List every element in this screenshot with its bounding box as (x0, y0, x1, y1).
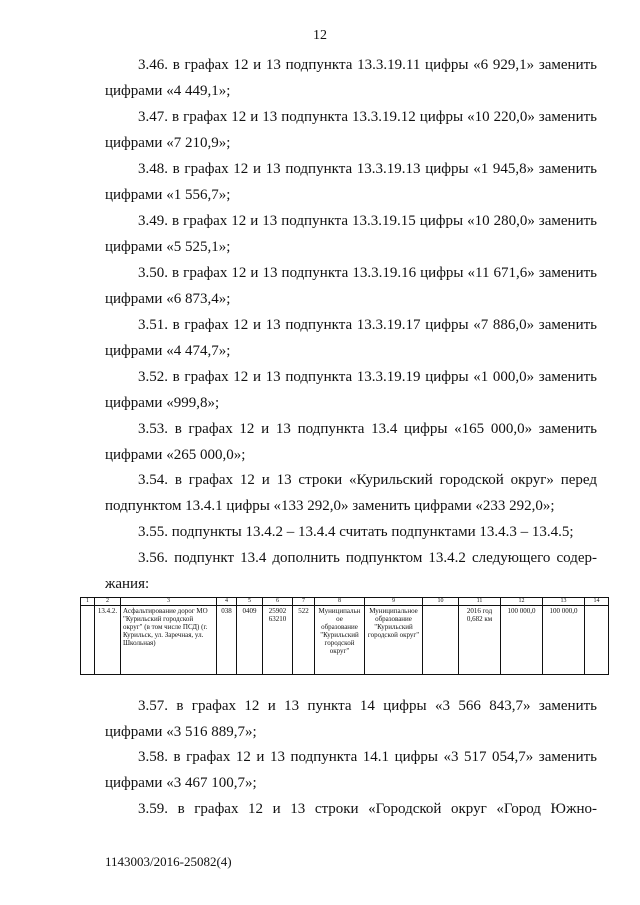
paragraph-line: цифрами «3 516 889,7»; (105, 724, 257, 740)
paragraph-line: 3.53. в графах 12 и 13 подпункта 13.4 цифры «165 000,0» заменить (138, 421, 597, 437)
paragraph-line: подпунктом 13.4.1 цифры «133 292,0» заменить цифрами «233 292,0»; (105, 498, 555, 514)
paragraph-3-53 (105, 416, 597, 468)
table-cell: 522 (293, 606, 315, 675)
table-cell (81, 606, 95, 675)
table-cell: Муниципальное образование "Курильский городской округ" (365, 606, 423, 675)
paragraph-3-49 (105, 208, 597, 260)
paragraph-line: 3.48. в графах 12 и 13 подпункта 13.3.19.13 цифры «1 945,8» заменить (138, 161, 597, 177)
column-header: 8 (315, 598, 365, 606)
paragraph-3-58 (105, 744, 597, 796)
column-header: 13 (543, 598, 585, 606)
paragraph-line: 3.59. в графах 12 и 13 строки «Городской округ «Город Южно- (138, 801, 597, 817)
paragraph-3-55 (105, 519, 597, 545)
table-cell (423, 606, 459, 675)
paragraph-line: 3.51. в графах 12 и 13 подпункта 13.3.19.17 цифры «7 886,0» заменить (138, 317, 597, 333)
paragraph-3-56 (105, 545, 597, 597)
column-header: 11 (459, 598, 501, 606)
column-header: 10 (423, 598, 459, 606)
paragraph-3-47 (105, 104, 597, 156)
paragraph-line: 3.55. подпункты 13.4.2 – 13.4.4 считать подпунктами 13.4.3 – 13.4.5; (138, 524, 574, 540)
column-header: 6 (263, 598, 293, 606)
paragraph-line: цифрами «3 467 100,7»; (105, 775, 257, 791)
paragraph-line: 3.46. в графах 12 и 13 подпункта 13.3.19.11 цифры «6 929,1» заменить (138, 57, 597, 73)
paragraph-3-57 (105, 693, 597, 745)
column-header: 4 (217, 598, 237, 606)
table-cell: 0409 (237, 606, 263, 675)
paragraph-3-48 (105, 156, 597, 208)
column-header: 5 (237, 598, 263, 606)
paragraph-line: цифрами «1 556,7»; (105, 187, 231, 203)
column-header: 9 (365, 598, 423, 606)
table-cell: 13.4.2. (95, 606, 121, 675)
paragraph-line: 3.50. в графах 12 и 13 подпункта 13.3.19.16 цифры «11 671,6» заменить (138, 265, 597, 281)
amendment-table (80, 597, 609, 675)
paragraph-line: цифрами «4 449,1»; (105, 83, 231, 99)
paragraph-line: 3.56. подпункт 13.4 дополнить подпунктом 13.4.2 следующего содер- (138, 550, 597, 566)
column-header: 12 (501, 598, 543, 606)
paragraph-3-59 (105, 796, 597, 822)
column-header: 1 (81, 598, 95, 606)
paragraph-line: цифрами «5 525,1»; (105, 239, 231, 255)
paragraph-3-52 (105, 364, 597, 416)
table-cell: 25902 63210 (263, 606, 293, 675)
column-header: 14 (585, 598, 609, 606)
paragraph-line: 3.57. в графах 12 и 13 пункта 14 цифры «3 566 843,7» заменить (138, 698, 597, 714)
table-cell: 038 (217, 606, 237, 675)
table-cell: Муниципальное образование "Курильский городской округ" (315, 606, 365, 675)
paragraph-line: 3.54. в графах 12 и 13 строки «Курильский городской округ» перед (138, 472, 597, 488)
paragraph-line: жания: (105, 576, 150, 592)
table-header-row (81, 598, 609, 606)
paragraph-line: 3.58. в графах 12 и 13 подпункта 14.1 цифры «3 517 054,7» заменить (138, 749, 597, 765)
page-number: 12 (313, 28, 327, 43)
table-cell: 2016 год 0,682 км (459, 606, 501, 675)
paragraph-3-46 (105, 52, 597, 104)
paragraph-line: 3.52. в графах 12 и 13 подпункта 13.3.19.19 цифры «1 000,0» заменить (138, 369, 597, 385)
paragraph-3-54 (105, 467, 597, 519)
table-row (81, 606, 609, 675)
paragraph-line: цифрами «4 474,7»; (105, 343, 231, 359)
paragraph-line: цифрами «999,8»; (105, 395, 220, 411)
paragraph-line: цифрами «6 873,4»; (105, 291, 231, 307)
paragraph-line: цифрами «265 000,0»; (105, 447, 246, 463)
column-header: 3 (121, 598, 217, 606)
paragraph-3-50 (105, 260, 597, 312)
table-cell: 100 000,0 (543, 606, 585, 675)
column-header: 7 (293, 598, 315, 606)
column-header: 2 (95, 598, 121, 606)
document-footer-id: 1143003/2016-25082(4) (105, 854, 232, 869)
table-cell: Асфальтирование дорог МО "Курильский городской округ" (в том числе ПСД) (г. Курильск, ул. Заречная, ул. Школьная) (121, 606, 217, 675)
table-cell (585, 606, 609, 675)
table-cell: 100 000,0 (501, 606, 543, 675)
paragraph-3-51 (105, 312, 597, 364)
paragraph-line: цифрами «7 210,9»; (105, 135, 231, 151)
paragraph-line: 3.49. в графах 12 и 13 подпункта 13.3.19.15 цифры «10 280,0» заменить (138, 213, 597, 229)
paragraph-line: 3.47. в графах 12 и 13 подпункта 13.3.19.12 цифры «10 220,0» заменить (138, 109, 597, 125)
